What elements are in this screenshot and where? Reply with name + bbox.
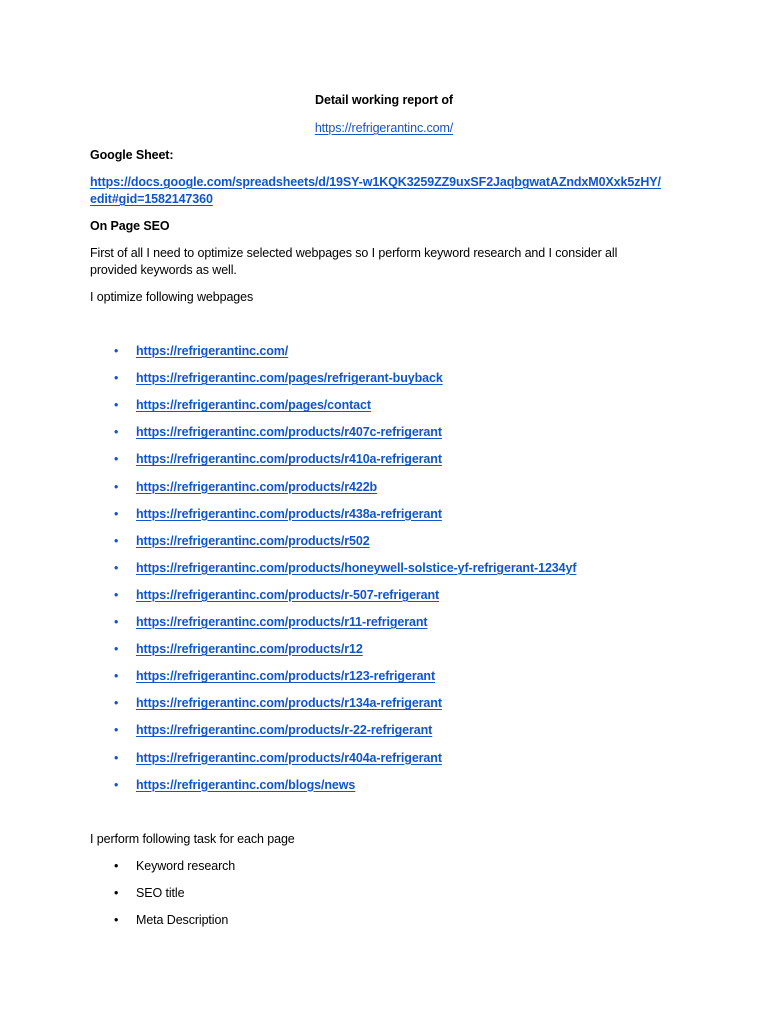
bullet-icon: • — [114, 587, 119, 602]
list-item — [0, 858, 700, 875]
bullet-icon: • — [114, 750, 119, 765]
page-link[interactable]: https://refrigerantinc.com/products/r-507-refrigerant — [136, 587, 440, 602]
sheet-link-continued[interactable]: edit#gid=1582147360 — [90, 192, 213, 206]
page-link[interactable]: https://refrigerantinc.com/products/r11-refrigerant — [136, 615, 428, 629]
list-item — [0, 533, 700, 550]
bullet-icon: • — [114, 615, 119, 629]
bullet-icon: • — [114, 533, 119, 548]
bullet-icon: • — [114, 398, 119, 413]
optimize-label: I optimize following webpages — [90, 290, 254, 304]
bullet-icon: • — [114, 669, 119, 684]
list-item — [0, 370, 700, 387]
task-item: Meta Description — [136, 913, 229, 927]
page-link[interactable]: https://refrigerantinc.com/products/r12 — [136, 642, 363, 657]
google-sheet-label: Google Sheet: — [90, 148, 174, 162]
task-item: Keyword research — [136, 859, 236, 873]
bullet-icon: • — [114, 344, 119, 358]
bullet-icon: • — [114, 913, 119, 927]
page-link[interactable]: https://refrigerantinc.com/products/honeywell-solstice-yf-refrigerant-1234yf — [136, 560, 577, 575]
tasks-label: I perform following task for each page — [90, 832, 295, 846]
list-item — [0, 506, 700, 523]
list-item — [0, 397, 700, 414]
on-page-seo-heading: On Page SEO — [90, 219, 170, 233]
page-link[interactable]: https://refrigerantinc.com/products/r-22-refrigerant — [136, 723, 433, 738]
list-item — [0, 343, 700, 360]
page-link[interactable]: https://refrigerantinc.com/products/r502 — [136, 533, 370, 548]
list-item — [0, 912, 700, 929]
intro-line-1: First of all I need to optimize selected webpages so I perform keyword research and I consider all — [90, 246, 618, 260]
site-link-row — [0, 120, 768, 137]
page-link[interactable]: https://refrigerantinc.com/products/r422b — [136, 479, 378, 494]
bullet-icon: • — [114, 425, 119, 440]
bullet-icon: • — [114, 506, 119, 521]
page-link[interactable]: https://refrigerantinc.com/products/r123-refrigerant — [136, 669, 436, 684]
list-item — [0, 641, 700, 658]
report-title: Detail working report of — [315, 93, 453, 107]
list-item — [0, 885, 700, 902]
list-item — [0, 479, 700, 496]
page-link[interactable]: https://refrigerantinc.com/ — [136, 344, 289, 358]
bullet-icon: • — [114, 452, 119, 467]
list-item — [0, 587, 700, 604]
page-link[interactable]: https://refrigerantinc.com/pages/refrigerant-buyback — [136, 371, 443, 386]
sheet-link-line-1 — [90, 174, 661, 191]
list-item — [0, 777, 700, 794]
bullet-icon: • — [114, 696, 119, 711]
bullet-icon: • — [114, 479, 119, 494]
page-link[interactable]: https://refrigerantinc.com/blogs/news — [136, 777, 356, 792]
list-item — [0, 614, 700, 631]
bullet-icon: • — [114, 777, 119, 792]
page-link[interactable]: https://refrigerantinc.com/pages/contact — [136, 398, 371, 413]
list-item — [0, 668, 700, 685]
list-item — [0, 695, 700, 712]
bullet-icon: • — [114, 886, 119, 900]
page-link[interactable]: https://refrigerantinc.com/products/r410a-refrigerant — [136, 452, 442, 467]
list-item — [0, 560, 700, 577]
bullet-icon: • — [114, 723, 119, 738]
sheet-link-line-2 — [90, 191, 213, 208]
page-link[interactable]: https://refrigerantinc.com/products/r438a-refrigerant — [136, 506, 442, 521]
sheet-link[interactable]: https://docs.google.com/spreadsheets/d/19SY-w1KQK3259ZZ9uxSF2JaqbgwatAZndxM0Xxk5zHY/ — [90, 175, 661, 189]
list-item — [0, 750, 700, 767]
bullet-icon: • — [114, 560, 119, 575]
page-link[interactable]: https://refrigerantinc.com/products/r134a-refrigerant — [136, 696, 442, 711]
list-item — [0, 722, 700, 739]
page-link[interactable]: https://refrigerantinc.com/products/r404a-refrigerant — [136, 750, 442, 765]
site-link[interactable]: https://refrigerantinc.com/ — [314, 121, 454, 135]
bullet-icon: • — [114, 859, 119, 873]
intro-line-2: provided keywords as well. — [90, 263, 237, 277]
list-item — [0, 451, 700, 468]
page-link[interactable]: https://refrigerantinc.com/products/r407c-refrigerant — [136, 425, 442, 440]
bullet-icon: • — [114, 642, 119, 657]
task-item: SEO title — [136, 886, 185, 900]
list-item — [0, 424, 700, 441]
bullet-icon: • — [114, 371, 119, 386]
